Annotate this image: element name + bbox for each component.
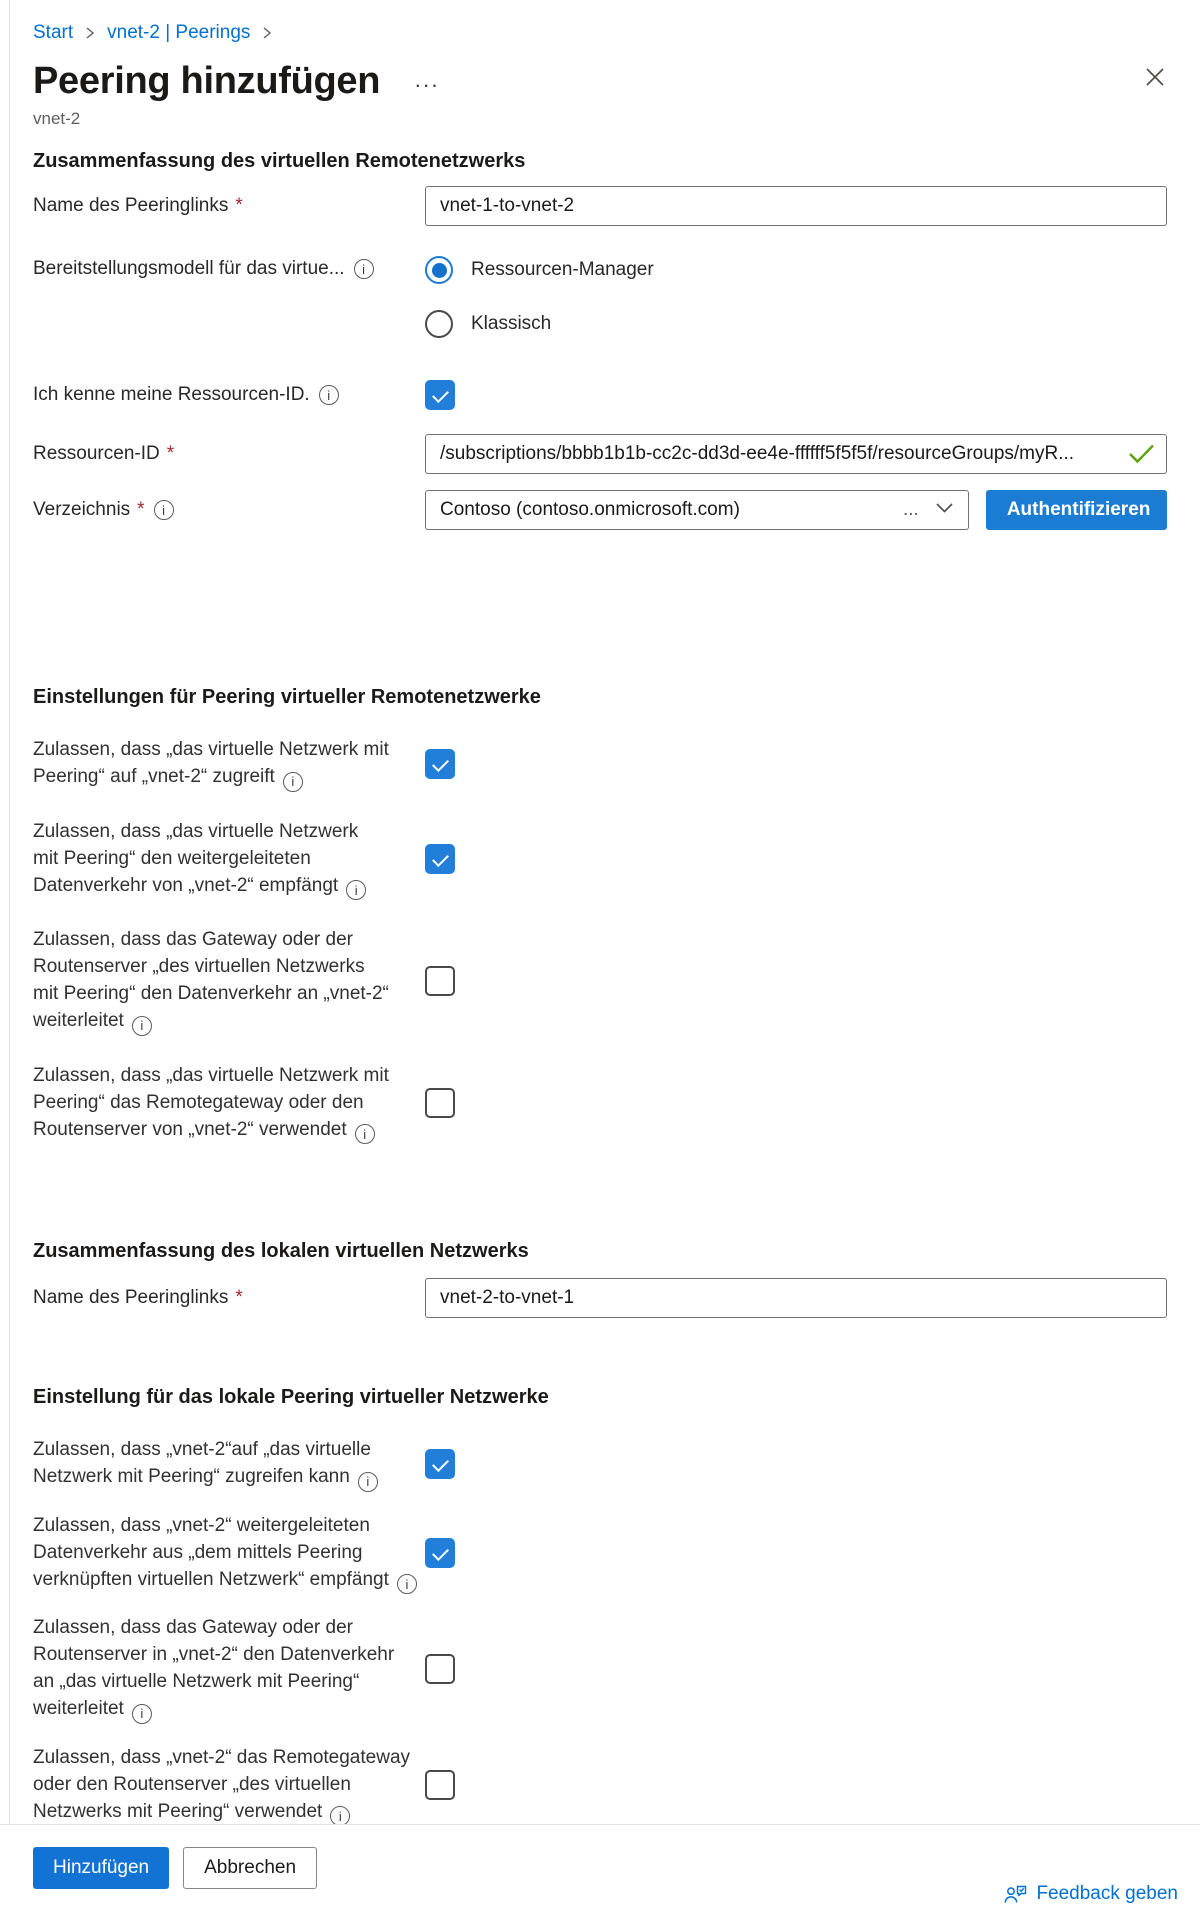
- info-icon[interactable]: [154, 500, 174, 520]
- info-icon[interactable]: [132, 1704, 152, 1724]
- required-mark: *: [137, 499, 145, 520]
- radio-label: Ressourcen-Manager: [471, 259, 654, 280]
- add-button[interactable]: Hinzufügen: [33, 1847, 169, 1889]
- deployment-model-label: Bereitstellungsmodell für das virtue...: [33, 258, 345, 279]
- close-icon[interactable]: [1140, 62, 1170, 92]
- info-icon[interactable]: [319, 385, 339, 405]
- section-heading-remote-summary: Zusammenfassung des virtuellen Remotenetzwerks: [33, 150, 526, 172]
- remote-peering-link-name-input[interactable]: [425, 186, 1167, 226]
- local-gateway-transit-checkbox[interactable]: [425, 1654, 455, 1684]
- section-heading-remote-settings: Einstellungen für Peering virtueller Remotenetzwerke: [33, 686, 541, 708]
- resource-id-input[interactable]: [425, 434, 1167, 474]
- required-mark: *: [235, 1287, 243, 1308]
- remote-setting-allow-access: Zulassen, dass „das virtuelle Netzwerk mit Peering“ auf „vnet-2“ zugreifti: [33, 736, 1167, 792]
- remote-use-remote-gateway-checkbox[interactable]: [425, 1088, 455, 1118]
- info-icon[interactable]: [355, 1124, 375, 1144]
- deployment-model-radio-group: [425, 256, 654, 338]
- know-resource-id-row: [33, 380, 1167, 410]
- radio-button[interactable]: [425, 256, 453, 284]
- feedback-link[interactable]: [1003, 1883, 1178, 1905]
- feedback-icon: [1003, 1883, 1027, 1905]
- info-icon[interactable]: [397, 1574, 417, 1594]
- section-heading-local-summary: Zusammenfassung des lokalen virtuellen Netzwerks: [33, 1240, 529, 1262]
- deployment-model-row: [33, 256, 1167, 338]
- resource-id-label: Ressourcen-ID: [33, 443, 160, 464]
- local-peering-link-name-input[interactable]: [425, 1278, 1167, 1318]
- chevron-right-icon: [261, 26, 273, 40]
- know-resource-id-checkbox[interactable]: [425, 380, 455, 410]
- local-peering-link-name-label: Name des Peeringlinks: [33, 1287, 229, 1308]
- remote-setting-use-remote-gateway: Zulassen, dass „das virtuelle Netzwerk mit Peering“ das Remotegateway oder den Routenserver von „vnet-2“ verwendeti: [33, 1062, 1167, 1145]
- info-icon[interactable]: [346, 880, 366, 900]
- breadcrumb-link-start[interactable]: Start: [33, 22, 74, 43]
- directory-row: [33, 490, 1167, 530]
- authenticate-button[interactable]: Authentifizieren: [986, 490, 1167, 530]
- footer-bar: [0, 1824, 1200, 1931]
- remote-gateway-transit-checkbox[interactable]: [425, 966, 455, 996]
- info-icon[interactable]: [358, 1472, 378, 1492]
- info-icon[interactable]: [283, 772, 303, 792]
- more-options-icon[interactable]: ···: [414, 72, 440, 97]
- remote-allow-access-checkbox[interactable]: [425, 749, 455, 779]
- local-setting-allow-gateway-transit: Zulassen, dass das Gateway oder der Routenserver in „vnet-2“ den Datenverkehr an „das virtuelle Netzwerk mit Peering“ weiterleiteti: [33, 1614, 1167, 1724]
- page-title: Peering hinzufügen: [33, 60, 381, 102]
- local-setting-use-remote-gateway: Zulassen, dass „vnet-2“ das Remotegateway oder den Routenserver „des virtuellen Netzwerks mit Peering“ verwendeti: [33, 1744, 1167, 1827]
- local-setting-allow-access: Zulassen, dass „vnet-2“auf „das virtuelle Netzwerk mit Peering“ zugreifen kanni: [33, 1436, 1167, 1492]
- remote-setting-allow-forwarded-traffic: Zulassen, dass „das virtuelle Netzwerk mit Peering“ den weitergeleiteten Datenverkehr von „vnet-2“ empfängti: [33, 818, 1167, 901]
- remote-peering-link-name-row: [33, 186, 1167, 226]
- remote-allow-forwarded-traffic-checkbox[interactable]: [425, 844, 455, 874]
- remote-setting-allow-gateway-transit: Zulassen, dass das Gateway oder der Routenserver „des virtuellen Netzwerks mit Peering“ den Datenverkehr an „vnet-2“ weiterleiteti: [33, 926, 1167, 1036]
- remote-peering-link-name-label: Name des Peeringlinks: [33, 195, 229, 216]
- breadcrumb: [33, 0, 1167, 46]
- directory-label: Verzeichnis: [33, 499, 131, 520]
- local-allow-forwarded-traffic-checkbox[interactable]: [425, 1538, 455, 1568]
- chevron-right-icon: [84, 26, 96, 40]
- resource-id-row: [33, 434, 1167, 474]
- directory-dropdown[interactable]: [425, 490, 969, 530]
- local-setting-allow-forwarded-traffic: Zulassen, dass „vnet-2“ weitergeleiteten Datenverkehr aus „dem mittels Peering verknüpften virtuellen Netzwerk“ empfängti: [33, 1512, 1167, 1595]
- local-peering-link-name-row: [33, 1278, 1167, 1318]
- section-heading-local-settings: Einstellung für das lokale Peering virtueller Netzwerke: [33, 1386, 549, 1408]
- blade-subtitle: vnet-2: [33, 109, 81, 128]
- required-mark: *: [235, 195, 243, 216]
- breadcrumb-link-vnet2-peerings[interactable]: vnet-2 | Peerings: [107, 22, 251, 43]
- validation-success-icon: [1128, 444, 1155, 469]
- chevron-down-icon: [935, 501, 954, 519]
- radio-button[interactable]: [425, 310, 453, 338]
- local-use-remote-gateway-checkbox[interactable]: [425, 1770, 455, 1800]
- radio-label: Klassisch: [471, 313, 552, 334]
- radio-option-classic[interactable]: [425, 310, 654, 338]
- dropdown-overflow-dots: ...: [902, 499, 919, 520]
- local-allow-access-checkbox[interactable]: [425, 1449, 455, 1479]
- radio-option-resource-manager[interactable]: [425, 256, 654, 284]
- directory-selected-value: Contoso (contoso.onmicrosoft.com): [440, 499, 740, 520]
- info-icon[interactable]: [132, 1016, 152, 1036]
- info-icon[interactable]: [330, 1806, 350, 1826]
- cancel-button[interactable]: Abbrechen: [183, 1847, 317, 1889]
- feedback-label: Feedback geben: [1036, 1883, 1178, 1904]
- required-mark: *: [166, 443, 175, 464]
- know-resource-id-label: Ich kenne meine Ressourcen-ID.: [33, 384, 310, 405]
- info-icon[interactable]: [354, 259, 374, 279]
- blade-edge-divider: [9, 0, 10, 1931]
